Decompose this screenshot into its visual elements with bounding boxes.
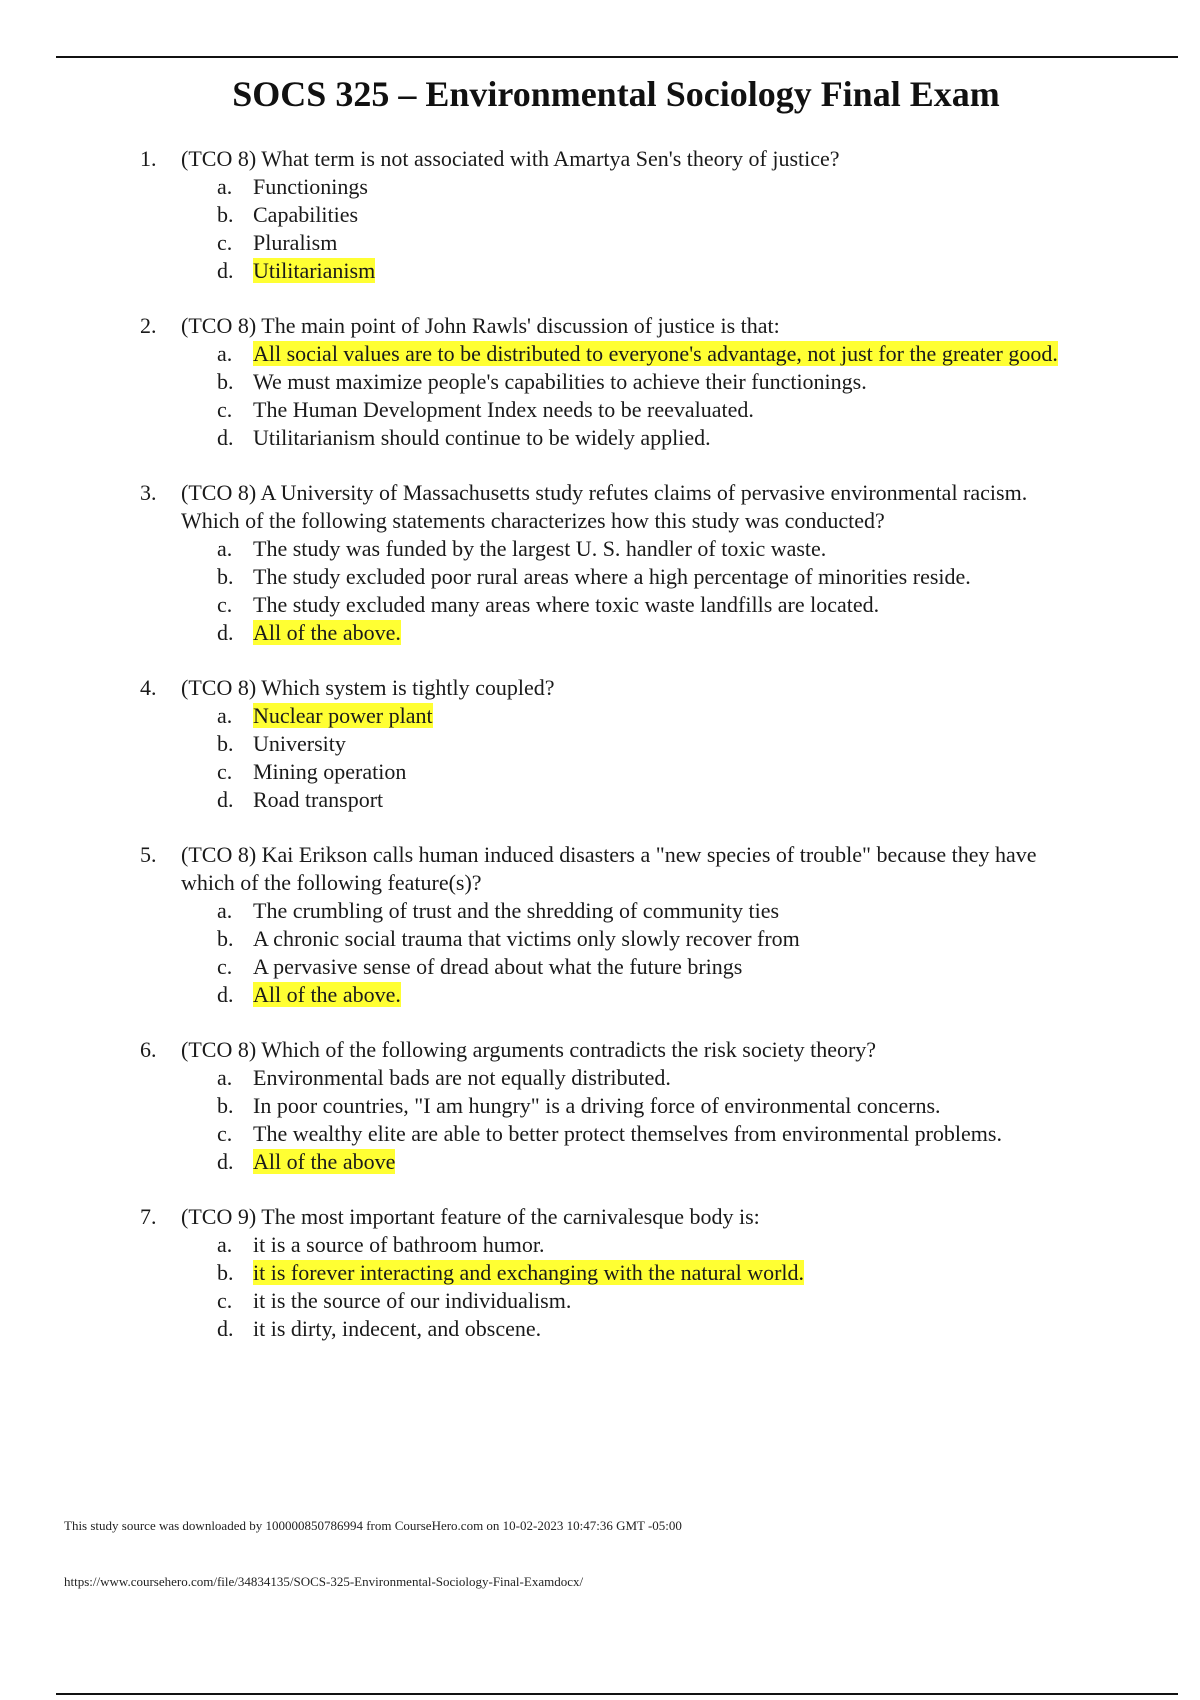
- option-text: Road transport: [253, 787, 384, 812]
- option-letter: d.: [217, 425, 234, 450]
- answer-option-d: [140, 786, 1090, 814]
- answer-option-d: [140, 1315, 1090, 1343]
- answer-option-a: [140, 897, 1090, 925]
- answer-option-b: [140, 1092, 1090, 1120]
- question-number: 1.: [140, 146, 157, 171]
- answer-option-b: [140, 925, 1090, 953]
- option-text: The study excluded poor rural areas where a high percentage of minorities reside.: [253, 564, 971, 589]
- option-text: Capabilities: [253, 202, 359, 227]
- highlighted-answer: All of the above: [253, 1149, 396, 1174]
- option-letter: c.: [217, 1121, 233, 1146]
- option-letter: c.: [217, 592, 233, 617]
- question-text: (TCO 8) The main point of John Rawls' discussion of justice is that:: [181, 313, 780, 338]
- question-list: [140, 145, 1090, 1370]
- option-text: it is a source of bathroom humor.: [253, 1232, 545, 1257]
- option-letter: d.: [217, 258, 234, 283]
- option-text: We must maximize people's capabilities to achieve their functionings.: [253, 369, 867, 394]
- option-text: The Human Development Index needs to be reevaluated.: [253, 397, 754, 422]
- option-letter: a.: [217, 898, 233, 923]
- answer-option-a: [140, 535, 1090, 563]
- option-text: Mining operation: [253, 759, 407, 784]
- question-4: [140, 674, 1090, 814]
- top-rule: [56, 56, 1178, 58]
- option-letter: c.: [217, 759, 233, 784]
- option-letter: b.: [217, 202, 234, 227]
- option-text: Pluralism: [253, 230, 338, 255]
- option-letter: b.: [217, 1093, 234, 1118]
- question-text: (TCO 8) What term is not associated with Amartya Sen's theory of justice?: [181, 146, 840, 171]
- option-text: The crumbling of trust and the shredding of community ties: [253, 898, 780, 923]
- option-letter: c.: [217, 397, 233, 422]
- answer-option-a: [140, 1064, 1090, 1092]
- option-text: The study excluded many areas where toxic waste landfills are located.: [253, 592, 880, 617]
- answer-option-d: [140, 619, 1090, 647]
- highlighted-answer: Nuclear power plant: [253, 703, 433, 728]
- option-text: it is the source of our individualism.: [253, 1288, 572, 1313]
- answer-option-c: [140, 396, 1090, 424]
- option-letter: d.: [217, 1149, 234, 1174]
- option-letter: c.: [217, 1288, 233, 1313]
- answer-option-a: [140, 702, 1090, 730]
- question-text: (TCO 8) Kai Erikson calls human induced disasters a "new species of trouble" because they have which of the following feature(s)?: [181, 842, 1037, 895]
- option-letter: b.: [217, 369, 234, 394]
- option-text: Environmental bads are not equally distributed.: [253, 1065, 671, 1090]
- question-number: 2.: [140, 313, 157, 338]
- answer-option-c: [140, 758, 1090, 786]
- answer-options: [140, 897, 1090, 1009]
- answer-option-b: [140, 201, 1090, 229]
- download-note: This study source was downloaded by 100000850786994 from CourseHero.com on 10-02-2023 10:47:36 GMT -05:00: [64, 1518, 682, 1533]
- highlighted-answer: All of the above.: [253, 620, 401, 645]
- answer-option-b: [140, 730, 1090, 758]
- question-number: 3.: [140, 480, 157, 505]
- option-text: A chronic social trauma that victims only slowly recover from: [253, 926, 800, 951]
- question-5: [140, 841, 1090, 1009]
- option-letter: d.: [217, 1316, 234, 1341]
- option-letter: b.: [217, 731, 234, 756]
- answer-option-c: [140, 953, 1090, 981]
- answer-option-a: [140, 173, 1090, 201]
- option-letter: a.: [217, 703, 233, 728]
- option-text: Functionings: [253, 174, 368, 199]
- page-title: SOCS 325 – Environmental Sociology Final Exam: [232, 74, 1000, 114]
- highlighted-answer: it is forever interacting and exchanging with the natural world.: [253, 1260, 805, 1285]
- answer-option-b: [140, 563, 1090, 591]
- option-text: it is dirty, indecent, and obscene.: [253, 1316, 542, 1341]
- answer-option-b: [140, 1259, 1090, 1287]
- highlighted-answer: All of the above.: [253, 982, 401, 1007]
- option-letter: d.: [217, 620, 234, 645]
- option-letter: c.: [217, 954, 233, 979]
- question-6: [140, 1036, 1090, 1176]
- option-letter: a.: [217, 536, 233, 561]
- answer-option-d: [140, 257, 1090, 285]
- answer-option-d: [140, 1148, 1090, 1176]
- answer-option-c: [140, 591, 1090, 619]
- answer-options: [140, 340, 1090, 452]
- answer-option-b: [140, 368, 1090, 396]
- option-letter: a.: [217, 1232, 233, 1257]
- question-1: [140, 145, 1090, 285]
- option-letter: c.: [217, 230, 233, 255]
- question-7: [140, 1203, 1090, 1343]
- answer-options: [140, 1064, 1090, 1176]
- question-2: [140, 312, 1090, 452]
- question-text: (TCO 8) A University of Massachusetts study refutes claims of pervasive environmental racism. Which of the following statements characterizes how this study was conducted?: [181, 480, 1028, 533]
- option-letter: b.: [217, 1260, 234, 1285]
- option-letter: d.: [217, 982, 234, 1007]
- option-text: Utilitarianism should continue to be widely applied.: [253, 425, 711, 450]
- answer-options: [140, 1231, 1090, 1343]
- answer-options: [140, 173, 1090, 285]
- option-text: University: [253, 731, 346, 756]
- bottom-rule: [56, 1693, 1178, 1695]
- option-letter: a.: [217, 341, 233, 366]
- question-text: (TCO 9) The most important feature of the carnivalesque body is:: [181, 1204, 760, 1229]
- question-number: 6.: [140, 1037, 157, 1062]
- option-text: In poor countries, "I am hungry" is a driving force of environmental concerns.: [253, 1093, 941, 1118]
- question-text: (TCO 8) Which of the following arguments contradicts the risk society theory?: [181, 1037, 877, 1062]
- source-url: https://www.coursehero.com/file/34834135/SOCS-325-Environmental-Sociology-Final-Examdocx/: [64, 1574, 584, 1589]
- answer-option-a: [140, 1231, 1090, 1259]
- answer-option-c: [140, 1120, 1090, 1148]
- highlighted-answer: All social values are to be distributed to everyone's advantage, not just for the greater good.: [253, 341, 1058, 366]
- answer-option-d: [140, 424, 1090, 452]
- answer-options: [140, 535, 1090, 647]
- option-letter: b.: [217, 564, 234, 589]
- option-letter: d.: [217, 787, 234, 812]
- question-text: (TCO 8) Which system is tightly coupled?: [181, 675, 555, 700]
- option-text: A pervasive sense of dread about what the future brings: [253, 954, 743, 979]
- question-3: [140, 479, 1090, 647]
- highlighted-answer: Utilitarianism: [253, 258, 376, 283]
- option-text: The wealthy elite are able to better protect themselves from environmental problems.: [253, 1121, 1002, 1146]
- answer-option-a: [140, 340, 1090, 368]
- option-letter: a.: [217, 174, 233, 199]
- answer-option-c: [140, 1287, 1090, 1315]
- option-letter: a.: [217, 1065, 233, 1090]
- answer-options: [140, 702, 1090, 814]
- answer-option-d: [140, 981, 1090, 1009]
- question-number: 7.: [140, 1204, 157, 1229]
- option-text: The study was funded by the largest U. S. handler of toxic waste.: [253, 536, 827, 561]
- question-number: 4.: [140, 675, 157, 700]
- answer-option-c: [140, 229, 1090, 257]
- question-number: 5.: [140, 842, 157, 867]
- option-letter: b.: [217, 926, 234, 951]
